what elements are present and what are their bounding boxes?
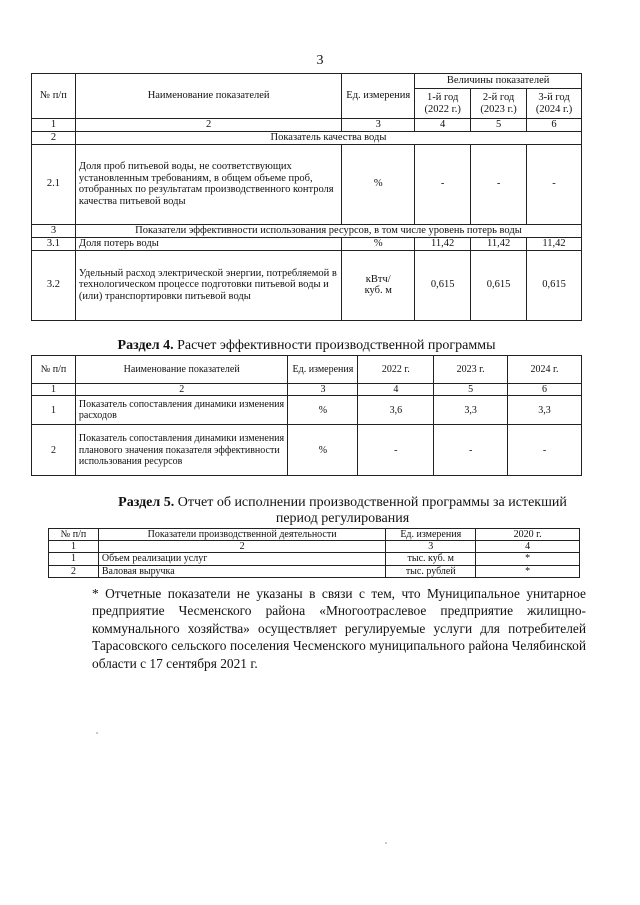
row-unit: % — [288, 425, 358, 476]
header-unit: Ед. измерения — [386, 529, 476, 541]
colnum: 5 — [434, 384, 508, 396]
section-title: Показатель качества воды — [75, 131, 581, 144]
year-3-line-2: (2024 г.) — [535, 103, 573, 115]
colnum: 4 — [358, 384, 434, 396]
year-2-line-1: 2-й год — [482, 91, 515, 103]
colnum: 5 — [471, 119, 527, 132]
row-value: - — [434, 425, 508, 476]
section-num: 2 — [32, 131, 76, 144]
row-value: 3,3 — [434, 396, 508, 425]
row-value: 0,615 — [471, 250, 527, 320]
colnum: 3 — [288, 384, 358, 396]
year-2-line-2: (2023 г.) — [480, 103, 517, 115]
colnum: 2 — [98, 541, 385, 553]
colnum: 1 — [32, 119, 76, 132]
year-1-line-1: 1-й год — [427, 91, 459, 103]
row-num: 3.1 — [32, 237, 76, 250]
header-year: 2022 г. — [358, 356, 434, 384]
row-name: Объем реализации услуг — [98, 553, 385, 565]
row-num: 3.2 — [32, 250, 76, 320]
row-name: Показатель сопоставления динамики изменения расходов — [75, 396, 288, 425]
colnum: 6 — [508, 384, 582, 396]
row-value: - — [358, 425, 434, 476]
unit-line-1: кВтч/ — [365, 273, 391, 285]
section-num: 3 — [32, 224, 76, 237]
colnum: 3 — [342, 119, 415, 132]
row-value: 11,42 — [415, 237, 471, 250]
row-value: 0,615 — [415, 250, 471, 320]
colnum: 4 — [415, 119, 471, 132]
colnum: 1 — [32, 384, 76, 396]
row-name: Удельный расход электрической энергии, потребляемой в технологическом процессе подготовки питьевой воды и (или) транспортировки питьевой воды — [75, 250, 341, 320]
colnum: 2 — [75, 119, 341, 132]
row-num: 2 — [32, 425, 76, 476]
row-num: 2.1 — [32, 144, 76, 224]
colnum: 6 — [527, 119, 582, 132]
year-3-line-1: 3-й год — [538, 91, 570, 103]
row-value: - — [508, 425, 582, 476]
header-name: Показатели производственной деятельности — [98, 529, 385, 541]
row-value: 11,42 — [527, 237, 582, 250]
row-unit: % — [342, 237, 415, 250]
row-value: - — [527, 144, 582, 224]
row-value: * — [476, 553, 580, 565]
row-unit: тыс. куб. м — [386, 553, 476, 565]
header-unit: Ед. измерения — [288, 356, 358, 384]
row-value: 3,3 — [508, 396, 582, 425]
scan-speck — [385, 842, 387, 844]
row-name: Показатель сопоставления динамики изменения планового значения показателя эффективности использования ресурсов — [75, 425, 288, 476]
row-num: 2 — [49, 565, 99, 577]
unit-line-2: куб. м — [364, 285, 392, 297]
header-year: 2023 г. — [434, 356, 508, 384]
row-value: - — [415, 144, 471, 224]
header-name: Наименование показателей — [75, 356, 288, 384]
row-unit: % — [288, 396, 358, 425]
row-name: Доля проб питьевой воды, не соответствующих установленным требованиям, в общем объеме проб, отобранных по результатам производственного контроля качества питьевой воды — [75, 144, 341, 224]
scan-speck — [96, 732, 98, 734]
row-value: 0,615 — [527, 250, 582, 320]
header-num: № п/п — [32, 356, 76, 384]
row-value: 3,6 — [358, 396, 434, 425]
section-4-title: Расчет эффективности производственной программы — [177, 338, 496, 353]
section-4-label: Раздел 4. — [117, 338, 174, 353]
section-5-label: Раздел 5. — [118, 495, 175, 510]
row-num: 1 — [49, 553, 99, 565]
year-1-line-2: (2022 г.) — [424, 103, 461, 115]
colnum: 1 — [49, 541, 99, 553]
header-num: № п/п — [32, 74, 76, 119]
header-unit: Ед. измерения — [342, 74, 415, 119]
row-value: * — [476, 565, 580, 577]
page-number: 3 — [316, 53, 324, 68]
row-name: Доля потерь воды — [75, 237, 341, 250]
colnum: 3 — [386, 541, 476, 553]
colnum: 4 — [476, 541, 580, 553]
colnum: 2 — [75, 384, 288, 396]
row-value: - — [471, 144, 527, 224]
footnote: * Отчетные показатели не указаны в связи с тем, что Муниципальное унитарное предприятие Чесменского района «Многоотраслевое предприятие жилищно-коммунального хозяйства» осуществляет регулируемые услуги для потребителей Тарасовского сельского поселения Чесменского муниципального района Челябинской области с 17 сентября 2021 г. — [92, 586, 586, 671]
row-value: 11,42 — [471, 237, 527, 250]
header-year: 2020 г. — [476, 529, 580, 541]
section-5-title: Отчет об исполнении производственной программы за истекший период регулирования — [177, 495, 567, 527]
header-values: Величины показателей — [415, 74, 582, 89]
header-num: № п/п — [49, 529, 99, 541]
row-name: Валовая выручка — [98, 565, 385, 577]
row-num: 1 — [32, 396, 76, 425]
header-name: Наименование показателей — [75, 74, 341, 119]
row-unit: тыс. рублей — [386, 565, 476, 577]
section-title: Показатели эффективности использования ресурсов, в том числе уровень потерь воды — [75, 224, 581, 237]
row-unit: % — [342, 144, 415, 224]
header-year: 2024 г. — [508, 356, 582, 384]
